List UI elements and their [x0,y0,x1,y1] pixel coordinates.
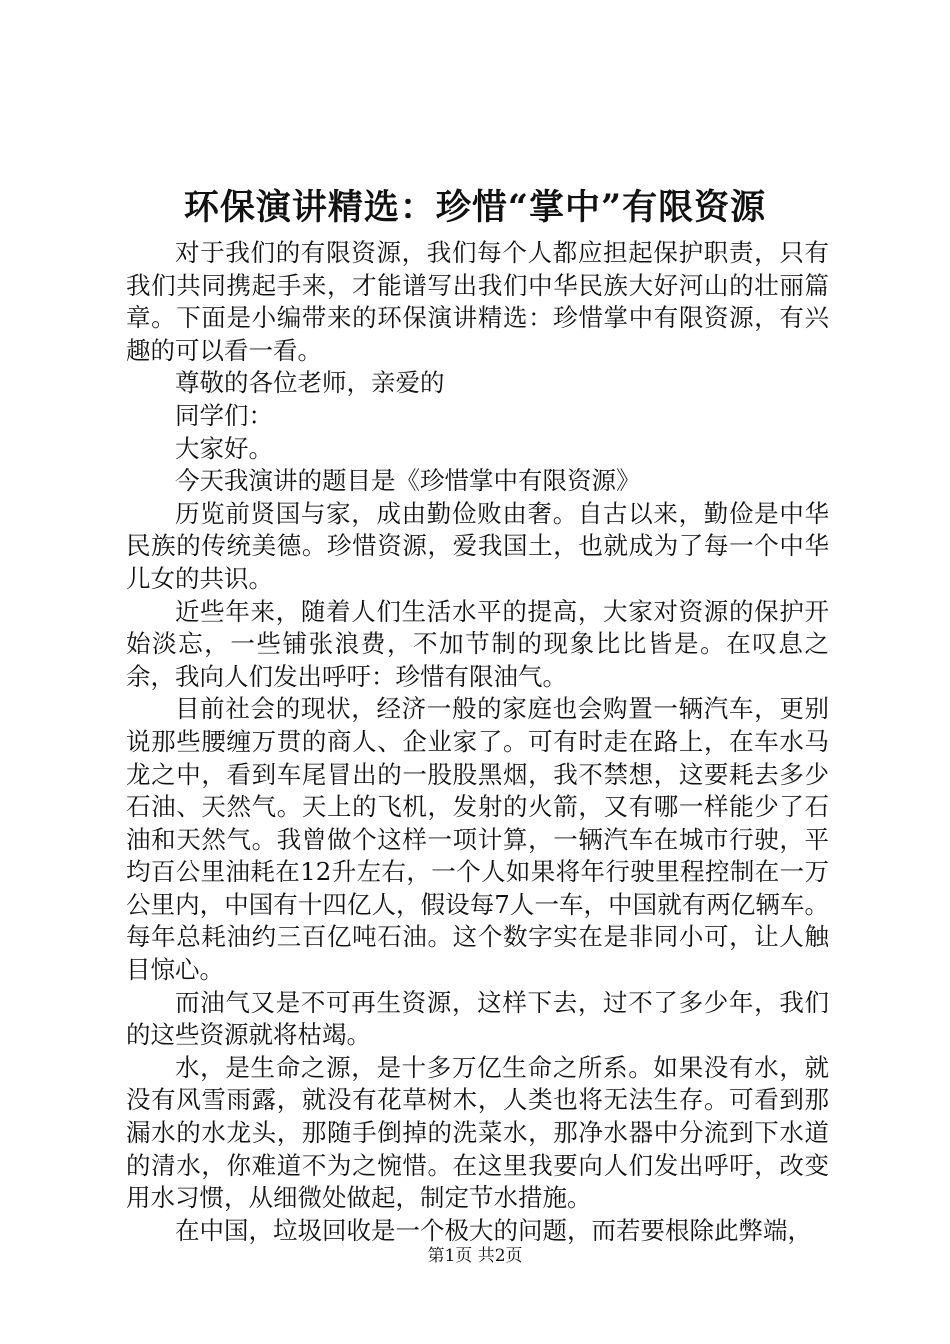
paragraph: 历览前贤国与家，成由勤俭败由奢。自古以来，勤俭是中华民族的传统美德。珍惜资源，爱我国土，也就成为了每一个中华儿女的共识。 [126,498,829,593]
paragraph: 水，是生命之源，是十多万亿生命之所系。如果没有水，就没有风雪雨露，就没有花草树木，人类也将无法生存。可看到那漏水的水龙头，那随手倒掉的洗菜水，那净水器中分流到下水道的清水，你难道不为之惋惜。在这里我要向人们发出呼吁，改变用水习惯，从细微处做起，制定节水措施。 [126,1052,829,1213]
paragraph: 近些年来，随着人们生活水平的提高，大家对资源的保护开始淡忘，一些铺张浪费，不加节制的现象比比皆是。在叹息之余，我向人们发出呼吁：珍惜有限油气。 [126,596,829,691]
document-body [126,237,829,1247]
paragraph: 大家好。 [175,433,273,463]
paragraph: 同学们： [175,400,273,430]
paragraph: 对于我们的有限资源，我们每个人都应担起保护职责，只有我们共同携起手来，才能谱写出我们中华民族大好河山的壮丽篇章。下面是小编带来的环保演讲精选：珍惜掌中有限资源，有兴趣的可以看一看。 [126,238,829,365]
paragraph: 目前社会的现状，经济一般的家庭也会购置一辆汽车，更别说那些腰缠万贯的商人、企业家了。可有时走在路上，在车水马龙之中，看到车尾冒出的一股股黑烟，我不禁想，这要耗去多少石油、天然气。天上的飞机，发射的火箭，又有哪一样能少了石油和天然气。我曾做个这样一项计算，一辆汽车在城市行驶，平均百公里油耗在12升左右，一个人如果将年行驶里程控制在一万公里内，中国有十四亿人，假设每7人一车，中国就有两亿辆车。每年总耗油约三百亿吨石油。这个数字实在是非同小可，让人触目惊心。 [126,694,829,985]
paragraph: 在中国，垃圾回收是一个极大的问题，而若要根除此弊端， [175,1215,812,1245]
paragraph: 今天我演讲的题目是《珍惜掌中有限资源》 [175,466,641,496]
paragraph: 而油气又是不可再生资源，这样下去，过不了多少年，我们的这些资源就将枯竭。 [126,987,829,1050]
paragraph: 尊敬的各位老师，亲爱的 [175,368,445,398]
page-footer: 第1页 共2页 [427,1246,523,1266]
page-title: 环保演讲精选：珍惜“掌中”有限资源 [183,187,767,228]
